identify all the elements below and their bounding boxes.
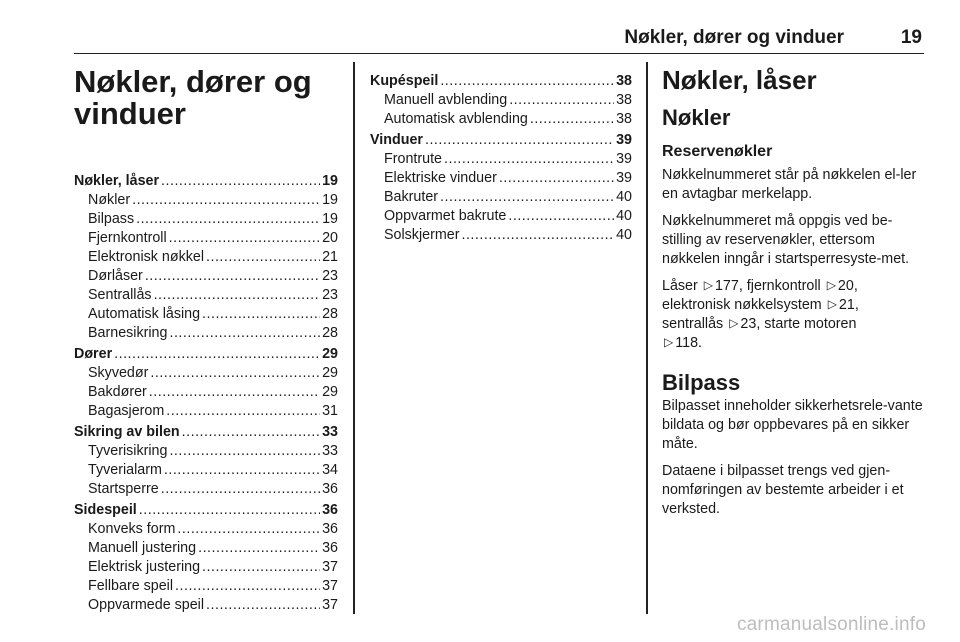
toc-entry-label: Skyvedør <box>88 365 149 381</box>
toc-entry[interactable] <box>74 577 338 596</box>
toc-entry[interactable] <box>74 442 338 461</box>
toc-entry-label: Elektriske vinduer <box>384 170 497 186</box>
toc-entry-label: Nøkler <box>88 192 131 208</box>
xref-start-engine-page: 118. <box>675 335 702 351</box>
xref-central-locking[interactable]: sentrallås <box>662 316 724 332</box>
paragraph-bilpass-content: Bilpasset inneholder sikkerhetsrele-vante bildata og bør oppbevares på en sikker måte. <box>662 398 923 452</box>
toc-entry-label: Nøkler, låser <box>74 173 160 189</box>
xref-locks[interactable]: Låser <box>662 278 698 294</box>
toc-entry-page: 29 <box>322 365 338 381</box>
xref-locks-page: 177, <box>714 278 743 294</box>
toc-entry[interactable] <box>370 226 632 245</box>
toc-left-column <box>74 172 338 615</box>
toc-entry-label: Sentrallås <box>88 287 152 303</box>
toc-entry[interactable] <box>74 539 338 558</box>
toc-leader-dots <box>169 324 320 343</box>
watermark: carmanualsonline.info <box>736 614 926 635</box>
toc-leader-dots <box>177 520 320 539</box>
toc-entry-label: Sikring av bilen <box>74 424 180 440</box>
toc-entry[interactable] <box>74 191 338 210</box>
toc-entry-page: 39 <box>616 170 632 186</box>
toc-entry-page: 40 <box>616 208 632 224</box>
cross-reference-icon: ▷ <box>703 278 713 292</box>
toc-entry-page: 37 <box>322 597 338 613</box>
toc-leader-dots <box>499 169 614 188</box>
xref-electronic-key[interactable]: elektronisk nøkkelsystem <box>662 297 822 313</box>
toc-leader-dots <box>508 207 614 226</box>
toc-entry-page: 34 <box>322 462 338 478</box>
cross-references <box>662 277 928 353</box>
toc-leader-dots <box>202 305 320 324</box>
toc-section-entry[interactable] <box>74 423 338 442</box>
toc-entry-page: 37 <box>322 559 338 575</box>
toc-entry[interactable] <box>74 286 338 305</box>
toc-entry-page: 20 <box>322 230 338 246</box>
toc-entry[interactable] <box>74 596 338 615</box>
toc-entry[interactable] <box>74 305 338 324</box>
toc-entry-label: Sidespeil <box>74 502 137 518</box>
toc-section-entry[interactable] <box>370 131 632 150</box>
toc-leader-dots <box>169 442 320 461</box>
toc-entry-label: Dørlåser <box>88 268 143 284</box>
toc-leader-dots <box>164 461 320 480</box>
running-header <box>74 24 924 54</box>
toc-leader-dots <box>440 188 614 207</box>
bilpass-title: Bilpass <box>662 370 741 395</box>
toc-section-entry[interactable] <box>370 72 632 91</box>
xref-remote[interactable]: fjernkontroll <box>746 278 821 294</box>
chapter-title: Nøkler, dører og vinduer <box>74 64 312 131</box>
toc-entry[interactable] <box>370 110 632 129</box>
toc-entry[interactable] <box>74 402 338 421</box>
toc-entry-page: 38 <box>616 92 632 108</box>
toc-leader-dots <box>206 596 320 615</box>
toc-entry-label: Manuell justering <box>88 540 197 556</box>
toc-entry-label: Barnesikring <box>88 325 168 341</box>
toc-entry-page: 36 <box>322 502 338 518</box>
page-number: 19 <box>900 27 922 48</box>
toc-entry-label: Fjernkontroll <box>88 230 167 246</box>
toc-entry-label: Automatisk låsing <box>88 306 201 322</box>
toc-entry-page: 37 <box>322 578 338 594</box>
toc-entry-label: Manuell avblending <box>384 92 508 108</box>
toc-entry-page: 21 <box>322 249 338 265</box>
toc-entry-page: 36 <box>322 521 338 537</box>
toc-entry[interactable] <box>370 207 632 226</box>
reserve-keys-heading: Reservenøkler <box>662 143 773 160</box>
toc-leader-dots <box>182 423 320 442</box>
toc-entry-label: Tyverialarm <box>88 462 162 478</box>
toc-entry[interactable] <box>74 383 338 402</box>
toc-entry-page: 38 <box>616 111 632 127</box>
toc-entry[interactable] <box>74 520 338 539</box>
toc-entry-label: Bilpass <box>88 211 135 227</box>
toc-entry-label: Vinduer <box>370 132 423 148</box>
toc-entry[interactable] <box>74 461 338 480</box>
toc-entry[interactable] <box>74 558 338 577</box>
paragraph-reserve-order: Nøkkelnummeret må oppgis ved be-stilling av reservenøkler, ettersom nøkkelen inngår i startsperresyste-met. <box>662 213 910 267</box>
toc-entry-label: Dører <box>74 346 113 362</box>
content-column <box>662 64 928 527</box>
toc-entry-page: 29 <box>322 384 338 400</box>
toc-entry-label: Tyverisikring <box>88 443 168 459</box>
toc-entry-label: Elektronisk nøkkel <box>88 249 205 265</box>
toc-entry-page: 28 <box>322 325 338 341</box>
cross-reference-icon: ▷ <box>664 335 674 349</box>
toc-entry-label: Frontrute <box>384 151 443 167</box>
xref-start-engine[interactable]: starte motoren <box>764 316 857 332</box>
paragraph-key-number: Nøkkelnummeret står på nøkkelen el-ler en avtagbar merkelapp. <box>662 167 917 202</box>
toc-entry-page: 36 <box>322 481 338 497</box>
header-title: Nøkler, dører og vinduer <box>624 27 844 48</box>
toc-entry-label: Kupéspeil <box>370 73 439 89</box>
toc-leader-dots <box>461 226 614 245</box>
toc-entry[interactable] <box>370 188 632 207</box>
toc-leader-dots <box>136 210 320 229</box>
cross-reference-icon: ▷ <box>827 297 837 311</box>
toc-entry-label: Konveks form <box>88 521 176 537</box>
toc-entry-label: Elektrisk justering <box>88 559 201 575</box>
toc-entry[interactable] <box>370 169 632 188</box>
toc-entry[interactable] <box>74 480 338 499</box>
toc-entry-page: 29 <box>322 346 338 362</box>
toc-entry-page: 19 <box>322 192 338 208</box>
section-title: Nøkler, låser <box>662 65 817 95</box>
toc-entry-page: 39 <box>616 132 632 148</box>
toc-entry-label: Oppvarmede speil <box>88 597 205 613</box>
toc-section-entry[interactable] <box>74 172 338 191</box>
toc-leader-dots <box>150 364 320 383</box>
toc-entry-page: 38 <box>616 73 632 89</box>
toc-section-entry[interactable] <box>74 345 338 364</box>
toc-entry-page: 33 <box>322 424 338 440</box>
toc-entry-page: 40 <box>616 189 632 205</box>
toc-entry[interactable] <box>74 248 338 267</box>
toc-entry[interactable] <box>74 324 338 343</box>
toc-entry-page: 19 <box>322 173 338 189</box>
toc-leader-dots <box>444 150 614 169</box>
column-divider-left <box>353 62 355 614</box>
toc-leader-dots <box>530 110 614 129</box>
toc-entry-page: 23 <box>322 268 338 284</box>
toc-entry[interactable] <box>74 267 338 286</box>
toc-leader-dots <box>154 286 321 305</box>
toc-leader-dots <box>166 402 320 421</box>
toc-entry[interactable] <box>74 364 338 383</box>
toc-entry-label: Automatisk avblending <box>384 111 528 127</box>
cross-reference-icon: ▷ <box>826 278 836 292</box>
cross-reference-icon: ▷ <box>729 316 739 330</box>
toc-entry-label: Bakruter <box>384 189 439 205</box>
toc-leader-dots <box>202 558 320 577</box>
toc-leader-dots <box>169 229 320 248</box>
xref-remote-page: 20, <box>837 278 858 294</box>
toc-entry-label: Solskjermer <box>384 227 460 243</box>
toc-entry[interactable] <box>370 150 632 169</box>
toc-leader-dots <box>161 172 320 191</box>
paragraph-bilpass-usage: Dataene i bilpasset trengs ved gjen-nomføringen av bestemte arbeider i et verksted. <box>662 463 904 517</box>
toc-leader-dots <box>175 577 320 596</box>
toc-section-entry[interactable] <box>74 501 338 520</box>
toc-leader-dots <box>206 248 320 267</box>
toc-middle-column <box>370 72 632 245</box>
toc-entry[interactable] <box>74 210 338 229</box>
toc-entry-page: 19 <box>322 211 338 227</box>
toc-entry-label: Bakdører <box>88 384 147 400</box>
toc-entry-page: 39 <box>616 151 632 167</box>
toc-entry-page: 23 <box>322 287 338 303</box>
toc-leader-dots <box>139 501 320 520</box>
toc-entry-page: 33 <box>322 443 338 459</box>
xref-central-locking-page: 23, <box>740 316 761 332</box>
toc-entry-page: 36 <box>322 540 338 556</box>
toc-leader-dots <box>114 345 320 364</box>
toc-entry[interactable] <box>370 91 632 110</box>
toc-leader-dots <box>132 191 320 210</box>
toc-leader-dots <box>198 539 320 558</box>
toc-entry-page: 40 <box>616 227 632 243</box>
toc-entry-label: Bagasjerom <box>88 403 165 419</box>
toc-entry-label: Fellbare speil <box>88 578 174 594</box>
toc-entry-label: Startsperre <box>88 481 159 497</box>
toc-leader-dots <box>440 72 614 91</box>
subsection-title: Nøkler <box>662 105 731 130</box>
toc-leader-dots <box>145 267 320 286</box>
toc-leader-dots <box>509 91 614 110</box>
column-divider-right <box>646 62 648 614</box>
toc-leader-dots <box>149 383 320 402</box>
toc-entry-label: Oppvarmet bakrute <box>384 208 507 224</box>
toc-leader-dots <box>425 131 614 150</box>
toc-leader-dots <box>161 480 320 499</box>
toc-entry-page: 31 <box>322 403 338 419</box>
toc-entry-page: 28 <box>322 306 338 322</box>
xref-electronic-key-page: 21, <box>838 297 859 313</box>
toc-entry[interactable] <box>74 229 338 248</box>
